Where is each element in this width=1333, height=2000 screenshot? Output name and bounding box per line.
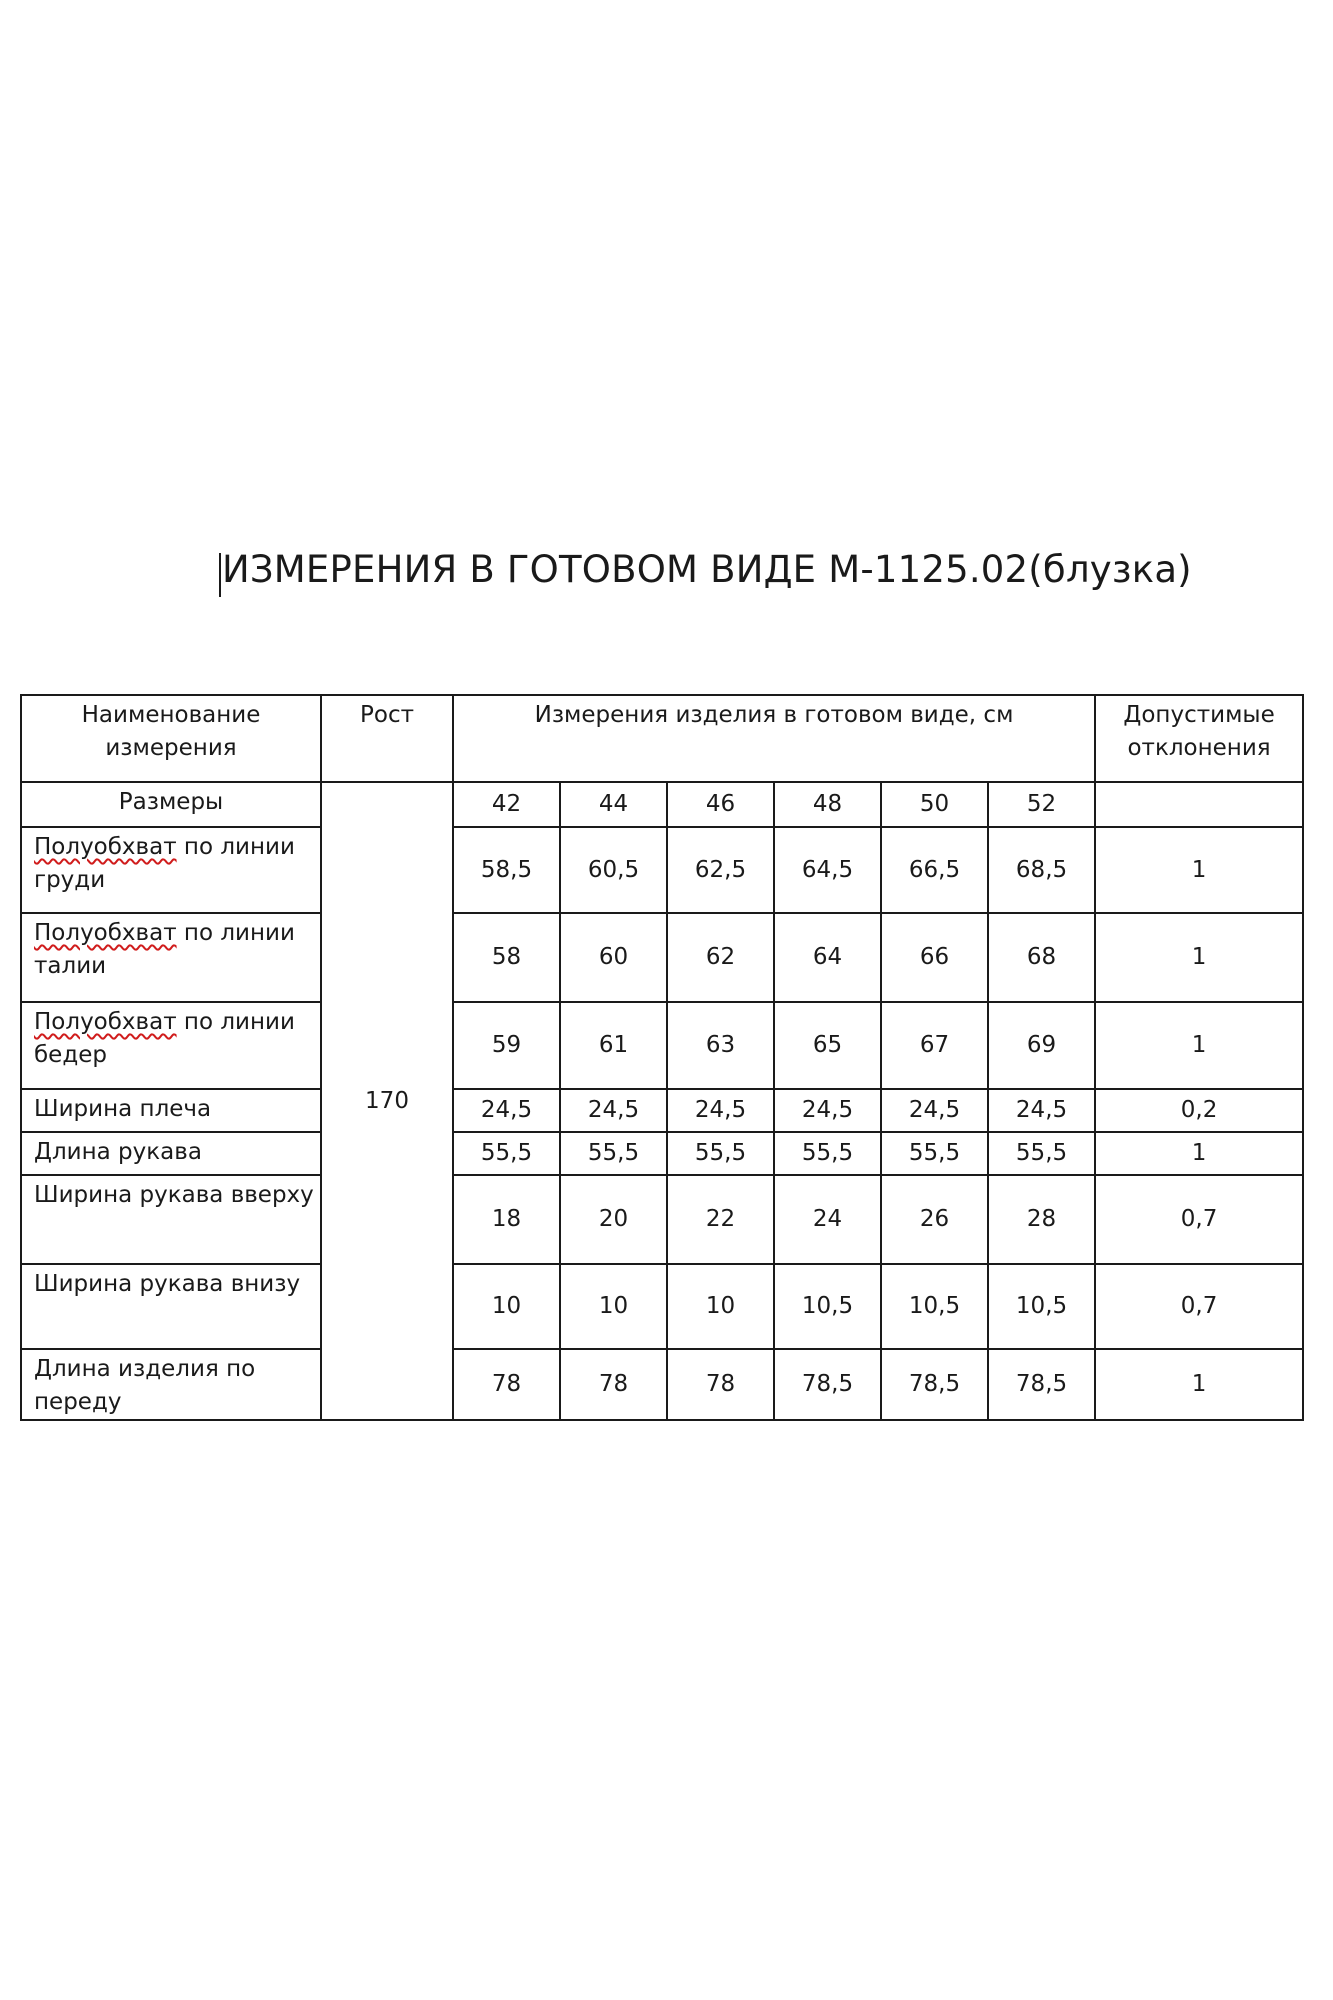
sizes-label: Размеры [21, 782, 321, 827]
measurement-label [21, 1264, 321, 1349]
measurement-label-line1 [34, 1136, 314, 1169]
value-cell: 60,5 [560, 827, 667, 913]
value-cell: 78,5 [881, 1349, 988, 1420]
value-cell: 65 [774, 1002, 881, 1089]
measurement-label [21, 1132, 321, 1175]
value-cell: 10 [453, 1264, 560, 1349]
size-cell: 44 [560, 782, 667, 827]
value-cell: 67 [881, 1002, 988, 1089]
value-cell: 64,5 [774, 827, 881, 913]
measurement-label [21, 1002, 321, 1089]
spellcheck-underlined-word: Полуобхват [34, 834, 177, 860]
tolerance-cell: 1 [1095, 913, 1303, 1002]
tolerance-cell: 1 [1095, 1349, 1303, 1420]
value-cell: 10 [667, 1264, 774, 1349]
value-cell: 60 [560, 913, 667, 1002]
text-cursor [219, 553, 221, 597]
table-row [21, 913, 1303, 1002]
measurement-label-text: Ширина рукава вверху [34, 1182, 314, 1208]
value-cell: 10,5 [988, 1264, 1095, 1349]
value-cell: 28 [988, 1175, 1095, 1264]
value-cell: 68,5 [988, 827, 1095, 913]
value-cell: 63 [667, 1002, 774, 1089]
value-cell: 64 [774, 913, 881, 1002]
tolerance-empty [1095, 782, 1303, 827]
value-cell: 69 [988, 1002, 1095, 1089]
value-cell: 20 [560, 1175, 667, 1264]
header-row [21, 695, 1303, 782]
value-cell: 24,5 [881, 1089, 988, 1132]
value-cell: 10 [560, 1264, 667, 1349]
tolerance-cell: 0,2 [1095, 1089, 1303, 1132]
measurement-label-line1 [34, 1353, 314, 1386]
measurement-label [21, 1175, 321, 1264]
value-cell: 24,5 [988, 1089, 1095, 1132]
value-cell: 26 [881, 1175, 988, 1264]
measurement-label-line2: бедер [34, 1042, 107, 1068]
value-cell: 68 [988, 913, 1095, 1002]
value-cell: 66,5 [881, 827, 988, 913]
value-cell: 78 [453, 1349, 560, 1420]
spellcheck-underlined-word: Полуобхват [34, 920, 177, 946]
measurement-label-text: Длина рукава [34, 1139, 202, 1165]
measurement-label-line1 [34, 831, 314, 864]
value-cell: 10,5 [881, 1264, 988, 1349]
size-cell: 46 [667, 782, 774, 827]
value-cell: 10,5 [774, 1264, 881, 1349]
value-cell: 24,5 [453, 1089, 560, 1132]
header-name-line2: измерения [105, 735, 237, 761]
table-row [21, 1349, 1303, 1420]
value-cell: 55,5 [988, 1132, 1095, 1175]
table-row [21, 827, 1303, 913]
value-cell: 55,5 [774, 1132, 881, 1175]
measurement-label [21, 1349, 321, 1420]
header-tolerance [1095, 695, 1303, 782]
tolerance-cell: 1 [1095, 1002, 1303, 1089]
measurement-label-line1 [34, 1006, 314, 1039]
value-cell: 78,5 [774, 1349, 881, 1420]
measurement-label [21, 1089, 321, 1132]
measurement-label-text: Ширина плеча [34, 1096, 212, 1122]
table-row [21, 1002, 1303, 1089]
tolerance-cell: 0,7 [1095, 1175, 1303, 1264]
tolerance-cell: 1 [1095, 1132, 1303, 1175]
size-cell: 52 [988, 782, 1095, 827]
header-height: Рост [321, 695, 453, 782]
header-name [21, 695, 321, 782]
header-measurements: Измерения изделия в готовом виде, см [453, 695, 1095, 782]
measurement-label [21, 827, 321, 913]
value-cell: 55,5 [453, 1132, 560, 1175]
table-row [21, 1089, 1303, 1132]
measurement-label [21, 913, 321, 1002]
measurement-label-line1 [34, 1179, 314, 1212]
value-cell: 58,5 [453, 827, 560, 913]
size-cell: 48 [774, 782, 881, 827]
value-cell: 78,5 [988, 1349, 1095, 1420]
spellcheck-underlined-word: Полуобхват [34, 1009, 177, 1035]
value-cell: 24,5 [560, 1089, 667, 1132]
value-cell: 66 [881, 913, 988, 1002]
sizes-row [21, 782, 1303, 827]
value-cell: 59 [453, 1002, 560, 1089]
table-row [21, 1132, 1303, 1175]
value-cell: 24,5 [667, 1089, 774, 1132]
tolerance-cell: 1 [1095, 827, 1303, 913]
measurement-label-text: Длина изделия по [34, 1356, 256, 1382]
measurement-label-line1 [34, 1268, 314, 1301]
value-cell: 18 [453, 1175, 560, 1264]
table-row [21, 1264, 1303, 1349]
height-value: 170 [321, 782, 453, 1420]
value-cell: 24,5 [774, 1089, 881, 1132]
value-cell: 55,5 [881, 1132, 988, 1175]
value-cell: 55,5 [667, 1132, 774, 1175]
measurement-label-text: Ширина рукава внизу [34, 1271, 301, 1297]
size-cell: 42 [453, 782, 560, 827]
measurement-label-line1 [34, 917, 314, 950]
header-tolerance-line2: отклонения [1127, 735, 1271, 761]
value-cell: 78 [560, 1349, 667, 1420]
table-row [21, 1175, 1303, 1264]
measurement-label-text: по линии [176, 1009, 295, 1035]
measurement-label-line2: груди [34, 867, 106, 893]
value-cell: 78 [667, 1349, 774, 1420]
measurements-table [20, 694, 1304, 1421]
document-title: ИЗМЕРЕНИЯ В ГОТОВОМ ВИДЕ М-1125.02(блузка) [222, 548, 1192, 591]
header-tolerance-line1: Допустимые [1123, 702, 1275, 728]
value-cell: 62,5 [667, 827, 774, 913]
value-cell: 61 [560, 1002, 667, 1089]
measurement-label-line2: талии [34, 953, 107, 979]
measurement-label-text: по линии [176, 834, 295, 860]
measurement-label-line2: переду [34, 1389, 122, 1415]
value-cell: 58 [453, 913, 560, 1002]
value-cell: 55,5 [560, 1132, 667, 1175]
measurement-label-line1 [34, 1093, 314, 1126]
measurement-label-text: по линии [176, 920, 295, 946]
header-name-line1: Наименование [81, 702, 261, 728]
value-cell: 24 [774, 1175, 881, 1264]
value-cell: 22 [667, 1175, 774, 1264]
size-cell: 50 [881, 782, 988, 827]
tolerance-cell: 0,7 [1095, 1264, 1303, 1349]
value-cell: 62 [667, 913, 774, 1002]
